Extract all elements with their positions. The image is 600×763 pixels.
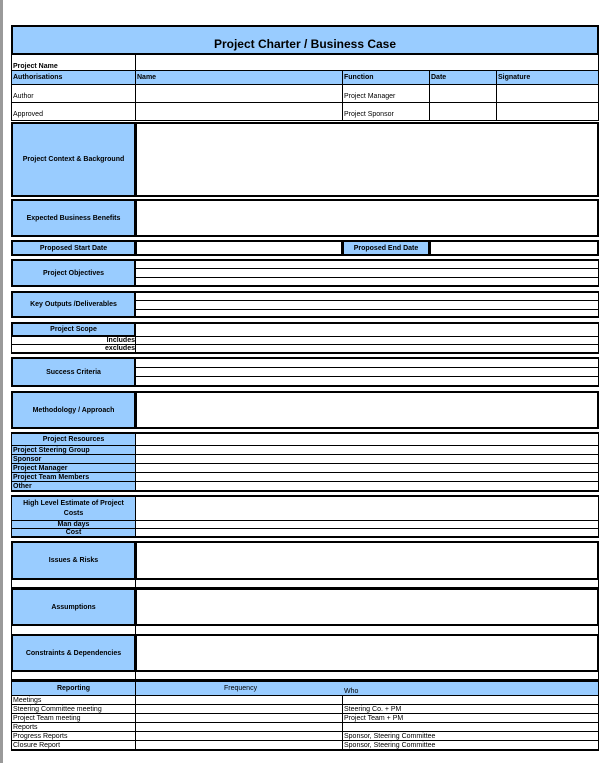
frequency-header: Frequency (224, 685, 258, 692)
reporting-row-label: Reports (11, 722, 136, 732)
reporting-row-label: Meetings (11, 695, 136, 705)
project-name-label: Project Name (11, 54, 136, 71)
resource-row-label: Other (11, 481, 136, 492)
reporting-row-label: Project Team meeting (11, 713, 136, 723)
resources-label: Project Resources (11, 432, 136, 446)
author-label: Author (11, 84, 136, 103)
resource-row-label: Project Manager (11, 463, 136, 473)
spacer-row (135, 671, 599, 680)
resource-row-label: Project Steering Group (11, 445, 136, 455)
resource-row-field[interactable] (135, 481, 599, 492)
start-date-label: Proposed Start Date (11, 240, 136, 256)
costs-label: High Level Estimate of Project Costs (11, 495, 136, 521)
reporting-header: Reporting (11, 680, 136, 696)
author-name-field[interactable] (135, 84, 343, 103)
mandays-label: Man days (11, 520, 136, 529)
cost-label: Cost (11, 528, 136, 538)
approved-label: Approved (11, 102, 136, 121)
spacer-row (11, 579, 136, 588)
resource-row-label: Sponsor (11, 454, 136, 464)
approved-name-field[interactable] (135, 102, 343, 121)
approved-function: Project Sponsor (342, 102, 430, 121)
objectives-label: Project Objectives (11, 259, 136, 287)
reporting-row-label: Closure Report (11, 740, 136, 751)
success-line[interactable] (135, 376, 599, 387)
scope-field[interactable] (135, 322, 599, 337)
constraints-field[interactable] (135, 634, 599, 672)
context-label: Project Context & Background (11, 122, 136, 197)
reporting-frequency-field[interactable] (135, 740, 343, 751)
project-name-field[interactable] (135, 54, 599, 71)
reporting-who: Project Team + PM (342, 713, 599, 723)
resources-field[interactable] (135, 432, 599, 446)
excludes-label: excludes (11, 344, 136, 354)
approved-signature-field[interactable] (496, 102, 599, 121)
excludes-field[interactable] (135, 344, 599, 354)
end-date-label: Proposed End Date (342, 240, 430, 256)
reporting-who: Sponsor, Steering Committee (342, 731, 599, 741)
end-date-field[interactable] (429, 240, 599, 256)
includes-label: Includes (11, 336, 136, 345)
left-edge (0, 0, 3, 763)
auth-header-name: Name (135, 70, 343, 85)
assumptions-label: Assumptions (11, 588, 136, 626)
who-header: Who (344, 688, 359, 695)
scope-label: Project Scope (11, 322, 136, 337)
start-date-field[interactable] (135, 240, 343, 256)
output-line[interactable] (135, 309, 599, 318)
page-title: Project Charter / Business Case (11, 25, 599, 55)
assumptions-field[interactable] (135, 588, 599, 626)
author-date-field[interactable] (429, 84, 497, 103)
issues-field[interactable] (135, 541, 599, 580)
reporting-row-label: Progress Reports (11, 731, 136, 741)
reporting-header-band (135, 680, 599, 696)
auth-header-signature: Signature (496, 70, 599, 85)
success-label: Success Criteria (11, 357, 136, 387)
resource-row-label: Project Team Members (11, 472, 136, 482)
auth-header-date: Date (429, 70, 497, 85)
methodology-label: Methodology / Approach (11, 391, 136, 429)
costs-field[interactable] (135, 495, 599, 521)
auth-header-authorisations: Authorisations (11, 70, 136, 85)
context-field[interactable] (135, 122, 599, 197)
spacer-row (135, 579, 599, 588)
constraints-label: Constraints & Dependencies (11, 634, 136, 672)
reporting-who: Sponsor, Steering Committee (342, 740, 599, 751)
issues-label: Issues & Risks (11, 541, 136, 580)
author-signature-field[interactable] (496, 84, 599, 103)
benefits-label: Expected Business Benefits (11, 199, 136, 237)
outputs-label: Key Outputs /Deliverables (11, 291, 136, 318)
author-function: Project Manager (342, 84, 430, 103)
objective-line[interactable] (135, 277, 599, 287)
methodology-field[interactable] (135, 391, 599, 429)
cost-field[interactable] (135, 528, 599, 538)
reporting-who: Steering Co. + PM (342, 704, 599, 714)
auth-header-function: Function (342, 70, 430, 85)
approved-date-field[interactable] (429, 102, 497, 121)
reporting-row-label: Steering Committee meeting (11, 704, 136, 714)
spacer-row (11, 671, 136, 680)
benefits-field[interactable] (135, 199, 599, 237)
